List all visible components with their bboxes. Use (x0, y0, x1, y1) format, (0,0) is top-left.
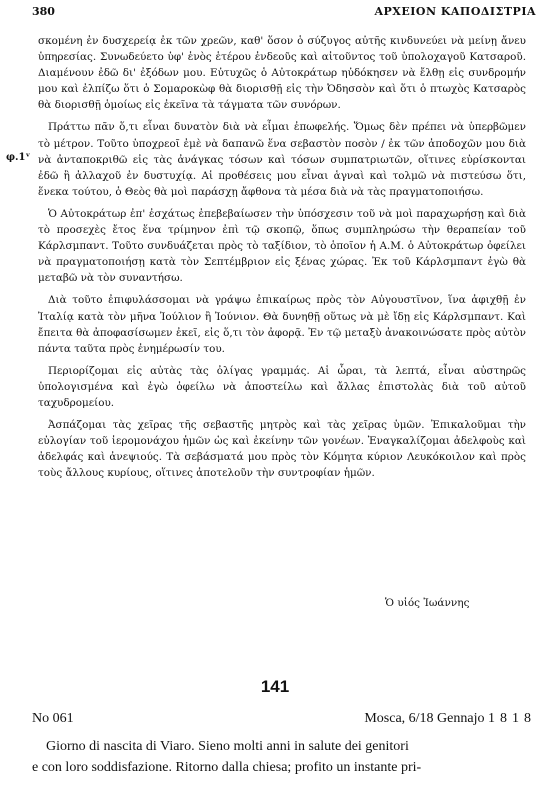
paragraph: Ἀσπάζομαι τὰς χεῖρας τῆς σεβαστῆς μητρὸς καὶ τὰς χεῖρας ὑμῶν. Ἐπικαλοῦμαι τὴν εὐλογίαν τοῦ ἱερομονάχου ἡμῶν ὡς καὶ ἐκείνην τῶν γονέων. Ἐναγκαλίζομαι ἀδελφοὺς καὶ ἀδελφάς καὶ ἀνεψιούς. Τὰ σεβάσματά μου πρὸς τὸν Κόμητα κύριον Λευκόκοιλον καὶ πρὸς τοὺς ἄλλους κυρίους, οἵτινες ἀποτελοῦν τὴν συντροφίαν ἡμῶν. (38, 419, 526, 480)
text-line: e con loro soddisfazione. Ritorno dalla chiesa; profito un instante pri- (32, 760, 422, 775)
margin-folio-note: φ.1ᵛ (6, 152, 31, 163)
page-number: 380 (32, 5, 55, 18)
running-title: ΑΡΧΕΙΟΝ ΚΑΠΟΔΙΣΤΡΙΑ (374, 5, 536, 18)
greek-letter-body (38, 33, 526, 487)
page-header (32, 5, 536, 21)
signature: Ὁ υἱός Ἰωάννης (385, 597, 470, 609)
paragraph: Διὰ τοῦτο ἐπιφυλάσσομαι νὰ γράψω ἐπικαίρως πρὸς τὸν Αὐγουστῖνον, ἵνα ἀφιχθῇ ἐν Ἰταλίᾳ κατὰ τὸν μῆνα Ἰούλιον ἢ Ἰούνιον. Θὰ δυνηθῇ οὕτως νὰ μὲ ἴδῃ εἰς Κάρλσμπαντ. Καὶ ἔπειτα θὰ ἀποφασίσωμεν ἐκεῖ, εἰς ὅ,τι τὸν ἀφορᾷ. Ἐν τῷ μεταξὺ ἀνακοινώσατε πρὸς αὐτὸν πάντα ταῦτα πρὸς ἐνημέρωσίν του. (38, 294, 526, 355)
paragraph: σκομένη ἐν δυσχερείᾳ ἐκ τῶν χρεῶν, καθ' ὅσον ὁ σύζυγος αὐτῆς κινδυνεύει νὰ μείνῃ ἄνευ ὑπηρεσίας. Συνωδεύετο ὑφ' ἑνὸς ἑτέρου ἐνδεοῦς καὶ αἰτοῦντος τοῦ ὑπολοχαγοῦ Κατσαροῦ. Διαμένουν ἐδῶ δι' ἐξόδων μου. Εὐτυχῶς ὁ Αὐτοκράτωρ ηὐδόκησεν νὰ ἔλθῃ εἰς συνδρομήν μου καὶ ἐλπίζω ὅτι ὁ Σομαροκὼφ θὰ διορισθῇ εἰς τὴν Ὀδησσὸν καὶ ὅτι ὁ πτωχὸς Κατσαρὸς θὰ διορισθῇ ὁμοίως εἰς ἐκεῖνα τὰ τάγματα τῶν συνόρων. (38, 35, 526, 112)
letter-date-text: Mosca, 6/18 Gennajo (364, 711, 485, 726)
paragraph: Πράττω πᾶν ὅ,τι εἶναι δυνατὸν διὰ νὰ εἶμαι ἐπωφελής. Ὅμως δὲν πρέπει νὰ ὑπερβῶμεν τὸ μέτρον. Τοῦτο ὑποχρεοῖ ἐμὲ νὰ δαπανῶ ἕνα σεβαστὸν ποσὸν / ἐκ τῶν ἀποδοχῶν μου διὰ νὰ ἀνταποκριθῶ εἰς τὰς ἀνάγκας τόσων καὶ τόσων συμπατριωτῶν, οἵτινες εὑρίσκονται ἐδῶ ἢ ἀλλαχοῦ ἐν δυστυχίᾳ. Αἱ προθέσεις μου εἶναι ἁγναὶ καὶ τολμῶ νὰ πιστεύσω ὅτι, ἕνεκα τούτου, ὁ Θεὸς θὰ μοὶ παράσχῃ ἄφθονα τὰ μέσα διὰ νὰ τὰς πραγματοποιήσω. (38, 121, 526, 198)
letter-place-date (364, 711, 536, 727)
document-number: 141 (260, 677, 290, 696)
paragraph: Περιορίζομαι εἰς αὐτὰς τὰς ὀλίγας γραμμάς. Αἱ ὧραι, τὰ λεπτά, εἶναι αὐστηρῶς ὑπολογισμένα καὶ ἐγὼ ὀφείλω νὰ ἀποστείλω καὶ ἄλλας ἐπιστολὰς διὰ τοῦ αὐτοῦ ταχυδρομείου. (38, 364, 526, 409)
letter-year: 1818 (488, 711, 536, 726)
paragraph: Ὁ Αὐτοκράτωρ ἐπ' ἐσχάτως ἐπεβεβαίωσεν τὴν ὑπόσχεσιν τοῦ νὰ μοὶ παραχωρήσῃ καὶ διὰ τὸ προσεχὲς ἔτος ἕνα τρίμηνον ἐπὶ τῷ σκοπῷ, ὅπως συμπληρώσω τὴν θεραπείαν τοῦ Κάρλσμπαντ. Τοῦτο συνδυάζεται πρὸς τὸ ταξίδιον, τὸ ὁποῖον ἡ Α.Μ. ὁ Αὐτοκράτωρ ὀφείλει νὰ πραγματοποιήσῃ κατὰ τὸν Σεπτέμβριον εἰς ξένας χώρας. Ἐκ τοῦ Κάρλσμπαντ ἐγὼ θὰ μεταβῶ νὰ τὸν συναντήσω. (38, 207, 526, 285)
letter-number: No 061 (32, 711, 74, 726)
italian-letter-body (32, 736, 530, 778)
text-line: Giorno di nascita di Viaro. Sieno molti anni in salute dei genitori (46, 739, 409, 754)
